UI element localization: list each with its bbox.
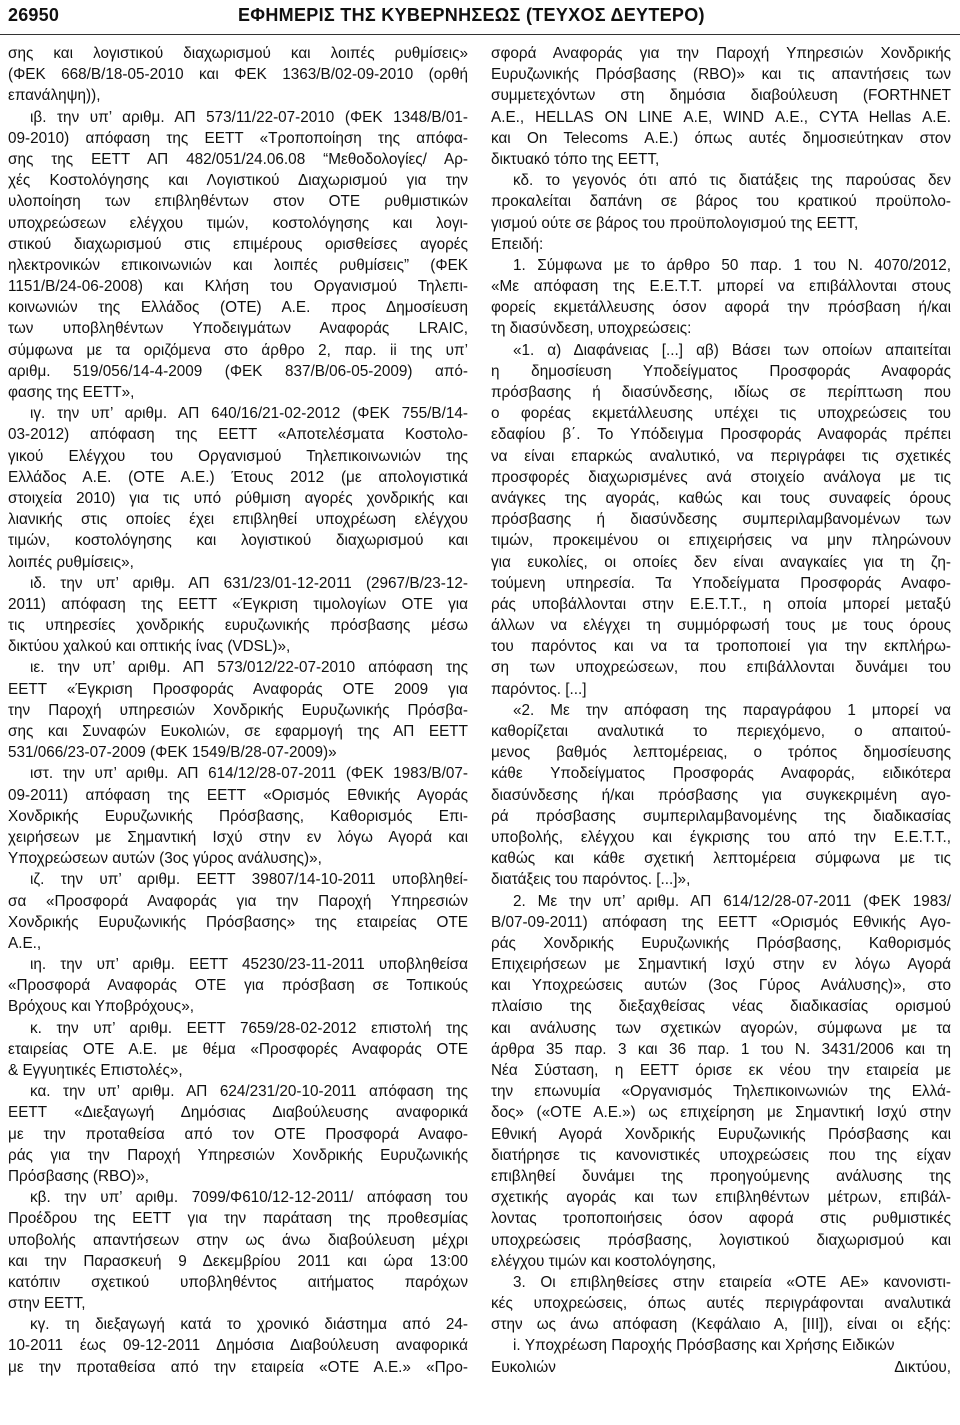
text-line: Α.Ε., HELLAS ON LINE Α.Ε, WIND Α.Ε., CYTA Hellas Α.Ε. — [491, 108, 951, 126]
text-line: μενος βαθμός λεπτομέρειας, ο τρόπος δημοσίευσης — [491, 744, 951, 762]
text-line: ση των υποχρεώσεων, που επιβάλλονται δυνάμει του — [491, 659, 951, 677]
text-line: για ευκολίες, οι οποίες δεν είναι αναγκαίες για τη ζη- — [491, 553, 951, 571]
text-line: χειρήσεων με Σημαντική Ισχύ στην εν λόγω Αγορά και — [8, 828, 468, 846]
text-line: πρόσβασης ή διασύνδεσης, ιδίως σε περίπτωση που — [491, 384, 951, 401]
text-line: σης και Συναφών Ευκολιών, σε εφαρμογή της ΑΠ ΕΕΤΤ — [8, 723, 468, 740]
text-line: «1. α) Διαφάνειας [...] αβ) Βάσει των οποίων απαιτείται — [513, 341, 951, 359]
text-line: κβ. την υπ’ αριθμ. 7099/Φ610/12-12-2011/ απόφαση του — [30, 1189, 468, 1207]
text-line: (ΦΕΚ 668/Β/18-05-2010 και ΦΕΚ 1363/Β/02-09-2010 (ορθή — [8, 66, 468, 84]
text-line: Επιχειρήσεων με Σημαντική Ισχύ στην εν λόγω Αγορά — [491, 956, 951, 974]
text-line: καθορίζεται αναλυτικά το περιεχόμενο, ο απαιτού- — [491, 723, 951, 740]
text-line: πλαίσιο της διεξαχθείσας νέας διαδικασίας ορισμού — [491, 998, 951, 1016]
text-line: διατάξεις του παρόντος. [...]», — [491, 871, 691, 889]
text-line: προσφορές διαχωρισμένες ανά στοιχείο ανάλογα με τις — [491, 468, 951, 486]
text-line: ιδ. την υπ’ αριθμ. ΑΠ 631/23/01-12-2011 (2967/Β/23-12- — [30, 574, 468, 592]
text-line: ράς για την Παροχή Υπηρεσιών Χονδρικής Ευρυζωνικής — [8, 1146, 468, 1164]
text-line: ιζ. την υπ’ αριθμ. ΕΕΤΤ 39807/14-10-2011 υποβληθεί- — [30, 871, 468, 889]
text-line: κδ. το γεγονός ότι από τις διατάξεις της παρούσας δεν — [513, 172, 951, 190]
text-line: «2. Με την απόφαση της παραγράφου 1 μπορεί να — [513, 701, 951, 719]
text-line: την επωνυμία «Οργανισμός Τηλεπικοινωνιών της Ελλά- — [491, 1083, 951, 1101]
text-line: υποχρεώσεων ελέγχου τιμών, κοστολόγησης και λογι- — [8, 214, 468, 232]
text-line: 1151/Β/24-06-2008) και Κλήση του Οργανισμού Τηλεπι- — [8, 278, 468, 296]
text-line: ΕΕΤΤ «Διεξαγωγή Δημόσιας Διαβούλευσης αναφορικά — [8, 1104, 468, 1122]
text-line: ράς υποβάλλονται στην Ε.Ε.Τ.Τ., η οποία μπορεί μεταξύ — [491, 595, 951, 613]
text-line: σα «Προσφορά Αναφοράς για την Παροχή Υπηρεσιών — [8, 892, 468, 910]
text-line: ελέγχου τιμών και κοστολόγησης, — [491, 1252, 716, 1270]
text-line: χές Κοστολόγησης και Λογιστικού Διαχωρισμού για την — [8, 172, 468, 190]
text-line: γισμού ούτε σε βάρος του προϋπολογισμού της ΕΕΤΤ, — [491, 214, 859, 232]
text-line: προκαλείται δαπάνη σε βάρος του κρατικού προϋπολο- — [491, 193, 951, 211]
text-line: ιε. την υπ’ αριθμ. ΑΠ 573/012/22-07-2010 απόφαση της — [30, 659, 468, 677]
text-line: άρθρα 35 παρ. 3 και 36 παρ. 1 του Ν. 3431/2006 και τη — [491, 1040, 951, 1058]
text-line: με την προταθείσα από την εταιρεία «ΟΤΕ Α.Ε.» «Προ- — [8, 1358, 468, 1376]
text-line: Β/07-09-2011) απόφαση της ΕΕΤΤ «Ορισμός Εθνικής Αγο- — [491, 913, 951, 931]
text-line: εδαφίου β΄. Το Υπόδειγμα Προσφοράς Αναφοράς πρέπει — [491, 426, 951, 444]
text-line: καθώς και κάθε σχετική λεπτομέρεια σύμφωνα με τις — [491, 850, 951, 868]
text-line: τιμών, προκειμένου οι επιχειρήσεις να μην πληρώνουν — [491, 532, 951, 550]
text-line: κοινωνιών της Ελλάδος (ΟΤΕ) Α.Ε. προς Δημοσίευση — [8, 299, 468, 317]
text-line: Ευκολιών Δικτύου, — [491, 1358, 951, 1376]
text-line: στην ως άνω απόφαση (Κεφάλαιο Α, [III]), είναι οι εξής: — [491, 1316, 951, 1334]
text-line: τιμών, κοστολόγησης και λογιστικού διαχωρισμού και — [8, 532, 468, 550]
text-line: πρόσβασης ή διασύνδεσης συμπεριλαμβανομένων των — [491, 511, 951, 529]
text-line: διασύνδεσης ή/και πρόσβασης για συγκεκριμένη αγο- — [491, 786, 951, 804]
text-line: υποβολής απαντήσεων στην ως άνω διαβούλευση μέχρι — [8, 1231, 468, 1249]
text-line: κές υποχρεώσεις, όπως αυτές περιγράφονται αναλυτικά — [491, 1295, 951, 1313]
text-line: Βρόχους και Υποβρόχους», — [8, 998, 195, 1016]
text-line: ιβ. την υπ’ αριθμ. ΑΠ 573/11/22-07-2010 (ΦΕΚ 1348/Β/01- — [30, 108, 468, 126]
text-line: και ανάλυσης των σχετικών αγορών, σύμφωνα με τα — [491, 1019, 951, 1037]
text-line: και Υποχρεώσεις αυτών (3ος Γύρος Ανάλυσης)», στο — [491, 977, 951, 995]
text-line: 3. Οι επιβληθείσες στην εταιρεία «ΟΤΕ ΑΕ» κανονιστι- — [513, 1273, 951, 1291]
text-line: Ελλάδος Α.Ε. (ΟΤΕ Α.Ε.) Έτους 2012 (με απολογιστικά — [8, 468, 468, 486]
text-line: γικού Ελέγχου του Οργανισμού Τηλεπικοινωνιών της — [8, 447, 468, 465]
text-line: κ. την υπ’ αριθμ. ΕΕΤΤ 7659/28-02-2012 επιστολή της — [30, 1019, 468, 1037]
page-header — [0, 0, 960, 35]
text-line: σύμφωνα με τα οριζόμενα στο άρθρο 2, παρ. ii της υπ’ — [8, 341, 468, 359]
text-line: στην ΕΕΤΤ, — [8, 1295, 86, 1313]
text-line: να είναι επαρκώς αναλυτικό, να περιγράφει τις σχετικές — [491, 447, 951, 465]
text-line: τη διασύνδεση, υποχρεώσεις: — [491, 320, 692, 338]
text-line: 2011) απόφαση της ΕΕΤΤ «Έγκριση τιμολογίων ΟΤΕ για — [8, 595, 468, 613]
text-line: 03-2012) απόφαση της ΕΕΤΤ «Αποτελέσματα Κοστολο- — [8, 426, 468, 444]
text-line: επιβληθεί δυνάμει της προηγούμενης ανάλυσης της — [491, 1167, 951, 1185]
text-line: Χονδρικής Ευρυζωνικής Πρόσβασης, Καθορισμός Επι- — [8, 807, 468, 825]
text-line: στοιχεία 2010) για τις υπό ρύθμιση αγορές χονδρικής και — [8, 489, 468, 507]
text-line: κάθε Υποδείγματος Προσφοράς Αναφοράς, ειδικότερα — [491, 765, 951, 783]
text-line: 1. Σύμφωνα με το άρθρο 50 παρ. 1 του Ν. 4070/2012, — [513, 256, 951, 274]
text-line: άλλων να ελέγχει τη συμμόρφωσή τους με τους όρους — [491, 617, 951, 635]
text-line: δικτύου χαλκού και οπτικής ίνας (VDSL)», — [8, 638, 291, 656]
text-line: υλοποίηση των επιβληθέντων στον ΟΤΕ ρυθμιστικών — [8, 193, 468, 211]
text-line: ιστ. την υπ’ αριθμ. ΑΠ 614/12/28-07-2011 (ΦΕΚ 1983/Β/07- — [30, 765, 468, 783]
text-line: τις υπηρεσίες χονδρικής ευρυζωνικής πρόσβασης μέσω — [8, 617, 468, 635]
text-line: δος» («ΟΤΕ Α.Ε.») ως επιχείρηση με Σημαντική Ισχύ στην — [491, 1104, 951, 1122]
text-line: ιη. την υπ’ αριθμ. ΕΕΤΤ 45230/23-11-2011 υποβληθείσα — [30, 956, 468, 974]
text-line: Προέδρου της ΕΕΤΤ για την παράταση της προθεσμίας — [8, 1210, 468, 1228]
text-line: κατόπιν σχετικού υποβληθέντος αιτήματος παρόχων — [8, 1273, 468, 1291]
text-line: 10-2011 έως 09-12-2011 Δημόσια Διαβούλευση αναφορικά — [8, 1337, 468, 1355]
left-column — [8, 43, 468, 1421]
text-line: σης και λογιστικού διαχωρισμού και λοιπές ρυθμίσεις» — [8, 45, 468, 62]
text-line: σφορά Αναφοράς για την Παροχή Υπηρεσιών Χονδρικής — [491, 45, 951, 62]
text-line: εταιρείας ΟΤΕ Α.Ε. με θέμα «Προσφορές Αναφοράς ΟΤΕ — [8, 1040, 468, 1058]
text-line: η δημοσίευση Υποδείγματος Προσφοράς Αναφοράς — [491, 362, 951, 380]
text-line: σης της ΕΕΤΤ ΑΠ 482/051/24.06.08 “Μεθοδολογίες/ Αρ- — [8, 150, 468, 168]
text-line: διατήρησε τις κανονιστικές υποχρεώσεις που της είχαν — [491, 1146, 951, 1164]
text-line: 2. Με την υπ’ αριθμ. ΑΠ 614/12/28-07-2011 (ΦΕΚ 1983/ — [513, 892, 951, 910]
text-line: «Με απόφαση της Ε.Ε.Τ.Τ. μπορεί να επιβάλλονται στους — [491, 278, 951, 296]
text-line: δικτυακό τόπο της ΕΕΤΤ, — [491, 150, 660, 168]
text-line: κα. την υπ’ αριθμ. ΑΠ 624/231/20-10-2011 απόφαση της — [30, 1083, 468, 1101]
right-column — [491, 43, 951, 1421]
text-line: ρά πρόσβασης συμπεριλαμβανομένης της διαδικασίας — [491, 807, 951, 825]
text-line: Χονδρικής Ευρυζωνικής Πρόσβασης» της εταιρείας ΟΤΕ — [8, 913, 468, 931]
text-line: κγ. τη διεξαγωγή κατά το χρονικό διάστημα από 24- — [30, 1316, 468, 1334]
text-line: 531/066/23-07-2009 (ΦΕΚ 1549/Β/28-07-2009)» — [8, 744, 337, 762]
text-line: λοιπές ρυθμίσεις», — [8, 553, 134, 571]
text-line: ιγ. την υπ’ αριθμ. ΑΠ 640/16/21-02-2012 (ΦΕΚ 755/Β/14- — [30, 405, 468, 423]
text-line: i. Υποχρέωση Παροχής Πρόσβασης και Χρήσης Ειδικών — [513, 1337, 895, 1355]
text-line: με την προταθείσα από τον ΟΤΕ Προσφορά Αναφο- — [8, 1125, 468, 1143]
text-line: συμμετεχόντων στη δημόσια διαβούλευση (FORTHNET — [491, 87, 951, 105]
text-line: αριθμ. 519/056/14-4-2009 (ΦΕΚ 837/Β/06-05-2009) από- — [8, 362, 468, 380]
text-line: ο φορέας εκμετάλλευσης υπέχει τις υποχρεώσεις του — [491, 405, 951, 423]
text-line: τούμενη υπηρεσία. Τα Υποδείγματα Προσφοράς Αναφο- — [491, 574, 951, 592]
text-line: ανάγκες της αγοράς, καθώς και τους συναφείς όρους — [491, 489, 951, 507]
text-line: επανάληψη)), — [8, 87, 101, 105]
text-line: υποχρεώσεις πρόσβασης, λογιστικού διαχωρισμού και — [491, 1231, 951, 1249]
text-line: φασης της ΕΕΤΤ», — [8, 384, 135, 401]
text-line: ηλεκτρονικών επικοινωνιών και λοιπές ρυθμίσεις” (ΦΕΚ — [8, 256, 468, 274]
text-line: στικού διαχωρισμού στις επιμέρους ορισθείσες αγορές — [8, 235, 468, 253]
text-line: του παρόντος και να τα τροποποιεί για την εκπλήρω- — [491, 638, 951, 656]
text-line: Εθνική Αγορά Χονδρικής Ευρυζωνικής Πρόσβασης και — [491, 1125, 951, 1143]
text-line: και την Παρασκευή 9 Δεκεμβρίου 2011 και ώρα 13:00 — [8, 1252, 468, 1270]
text-line: Επειδή: — [491, 235, 544, 253]
text-line: Ευρυζωνικής Πρόσβασης (RBO)» και τις απαντήσεις των — [491, 66, 951, 84]
text-line: ΕΕΤΤ «Έγκριση Προσφοράς Αναφοράς ΟΤΕ 2009 για — [8, 680, 468, 698]
text-line: ράς Χονδρικής Ευρυζωνικής Πρόσβασης, Καθορισμός — [491, 934, 951, 952]
text-line: λιανικής στις οποίες έχει επιβληθεί υποχρέωση ελέγχου — [8, 511, 468, 529]
text-line: των υποβληθέντων Υποδειγμάτων Αναφοράς LRAIC, — [8, 320, 468, 338]
text-line: Α.Ε., — [8, 934, 42, 952]
gazette-title: ΕΦΗΜΕΡΙΣ ΤΗΣ ΚΥΒΕΡΝΗΣΕΩΣ (ΤΕΥΧΟΣ ΔΕΥΤΕΡΟ) — [238, 5, 705, 25]
text-line: παρόντος. [...] — [491, 680, 587, 698]
text-line: σχετικής αγοράς και των επιβληθέντων μέτρων, επιβάλ- — [491, 1189, 951, 1207]
text-line: «Προσφορά Αναφοράς ΟΤΕ για πρόσβαση σε Τοπικούς — [8, 977, 468, 995]
text-line: Υποχρεώσεων αυτών (3ος γύρος ανάλυσης)», — [8, 850, 322, 868]
page-number: 26950 — [8, 5, 60, 25]
text-line: φορείς εκμετάλλευσης όσον αφορά την πρόσβαση ή/και — [491, 299, 951, 317]
text-line: και On Telecoms Α.Ε.) όπως αυτές δημοσιεύτηκαν στον — [491, 129, 951, 147]
text-line: 09-2010) απόφαση της ΕΕΤΤ «Τροποποίηση της απόφα- — [8, 129, 468, 147]
text-line: & Εγγυητικές Επιστολές», — [8, 1062, 183, 1079]
text-line: λοντας τροποποιήσεις όσον αφορά στις ρυθμιστικές — [491, 1210, 951, 1228]
text-line: 09-2011) απόφαση της ΕΕΤΤ «Ορισμός Εθνικής Αγοράς — [8, 786, 468, 804]
text-line: Πρόσβασης (RBO)», — [8, 1167, 150, 1185]
text-line: την Παροχή υπηρεσιών Χονδρικής Ευρυζωνικής Πρόσβα- — [8, 701, 468, 719]
text-line: υποβολής, ελέγχου και έγκρισης του από την Ε.Ε.Τ.Τ., — [491, 828, 951, 846]
text-line: Νέα Σύσταση, η ΕΕΤΤ όρισε εκ νέου την εταιρεία με — [491, 1062, 951, 1079]
